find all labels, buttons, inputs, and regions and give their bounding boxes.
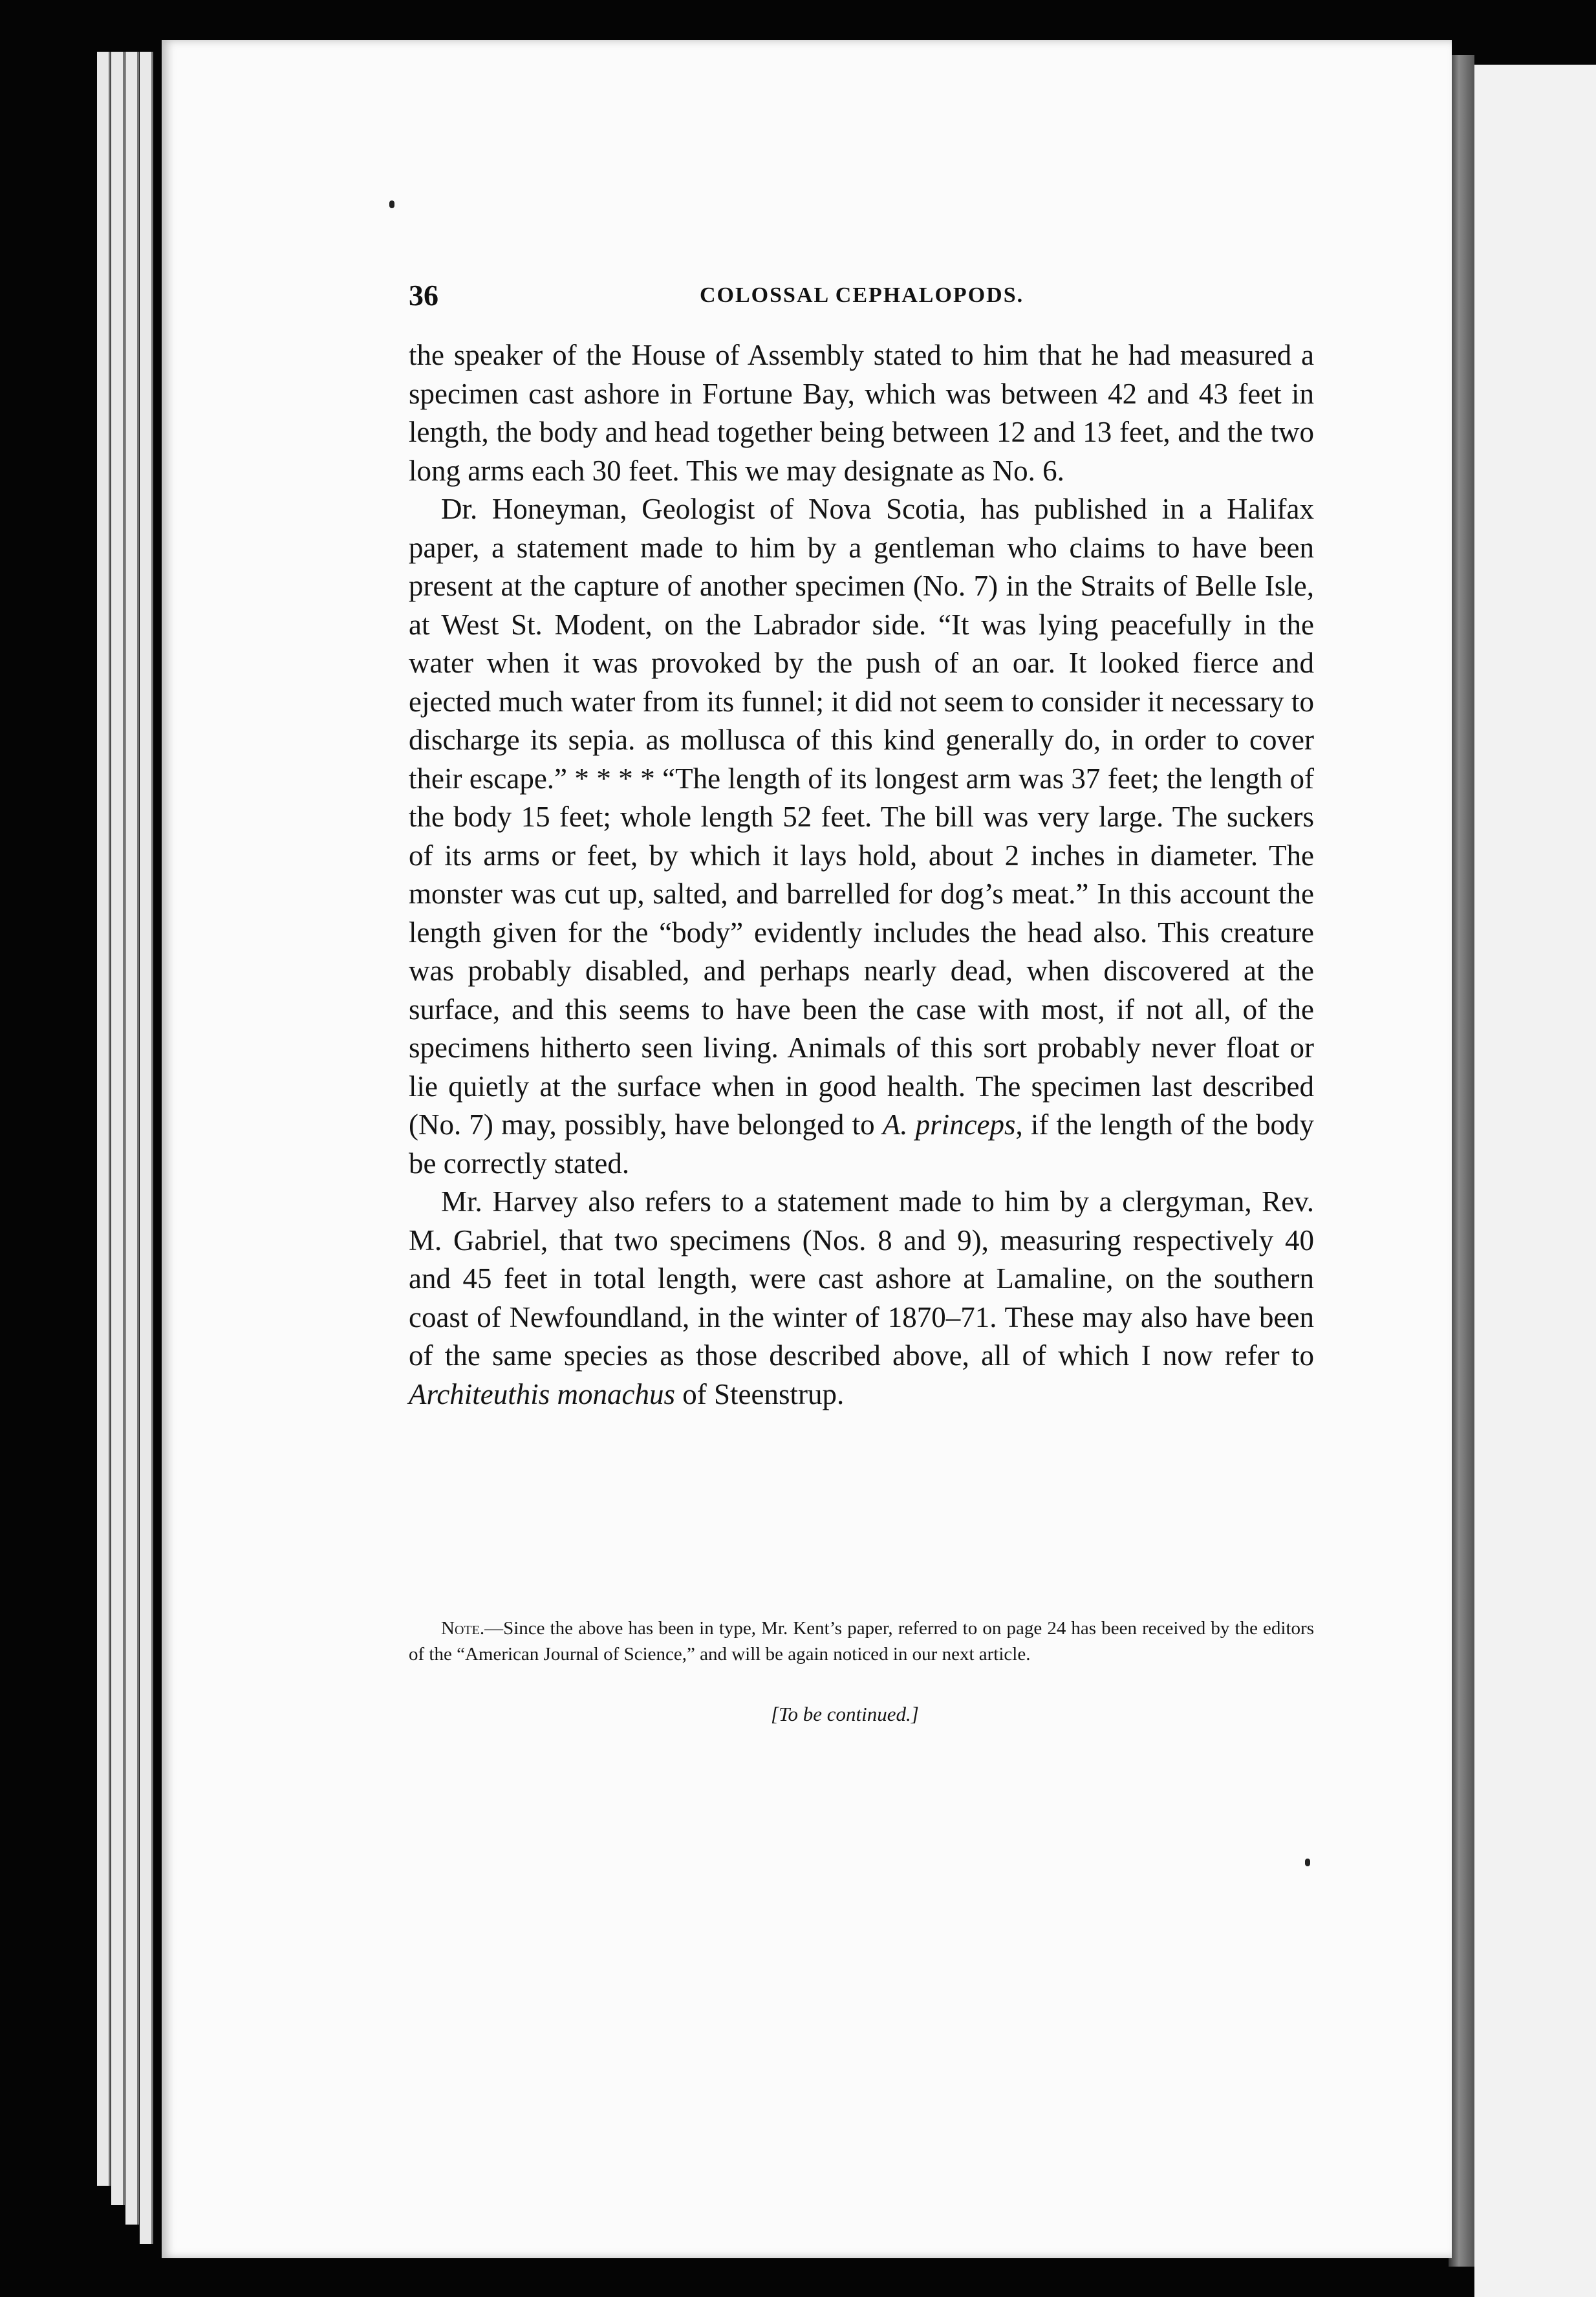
page-edge (125, 52, 139, 2225)
page-edge (97, 52, 111, 2186)
species-name: Architeuthis monachus (409, 1377, 676, 1410)
page-number: 36 (409, 279, 438, 312)
note-text: —Since the above has been in type, Mr. Kent’s paper, referred to on page 24 has been received by the editors of the “American Journal of Science,” and will be again noticed in our next article. (409, 1618, 1314, 1665)
facing-page-edge (1474, 65, 1596, 2297)
to-be-continued: [To be continued.] (771, 1703, 919, 1725)
species-name: A. princeps (882, 1108, 1016, 1141)
page-edge (111, 52, 125, 2205)
paragraph-3: Mr. Harvey also refers to a statement made to him by a clergyman, Rev. M. Gabriel, that two specimens (Nos. 8 and 9), measuring respectively 40 and 45 feet in total length, were cast ashore at Lamaline, on the southern coast of Newfoundland, in the winter of 1870–71. These may also have been of the same species as those described above, all of which I now refer to Architeuthis monachus of Steenstrup. (409, 1185, 1314, 1410)
footnote (409, 1615, 1314, 1667)
paragraph-2: Dr. Honeyman, Geologist of Nova Scotia, has published in a Halifax paper, a statement made to him by a gentleman who claims to have been present at the capture of another specimen (No. 7) in the Straits of Belle Isle, at West St. Modent, on the Labrador side. “It was lying peacefully in the water when it was provoked by the push of an oar. It looked fierce and ejected much water from its funnel; it did not seem to consider it necessary to discharge its sepia. as mollusca of this kind generally do, in order to cover their escape.” * * * * “The length of its longest arm was 37 feet; the length of the body 15 feet; whole length 52 feet. The bill was very large. The suckers of its arms or feet, by which it lays hold, about 2 inches in diameter. The monster was cut up, salted, and barrelled for dog’s meat.” In this account the length given for the “body” evidently includes the head also. This creature was probably disabled, and perhaps nearly dead, when discovered at the surface, and this seems to have been the case with most, if not all, of the specimens hitherto seen living. Animals of this sort probably never float or lie quietly at the surface when in good health. The specimen last described (No. 7) may, possibly, have belonged to A. princeps, if the length of the body be correctly stated. (409, 493, 1314, 1180)
speck-mark (389, 200, 394, 208)
note-lead: Note. (441, 1618, 485, 1639)
paragraph-1: the speaker of the House of Assembly stated to him that he had measured a specimen cast ashore in Fortune Bay, which was between 42 and 43 feet in length, the body and head together being between 12 and 13 feet, and the two long arms each 30 feet. This we may designate as No. 6. (409, 339, 1314, 487)
speck-mark (1305, 1859, 1310, 1866)
running-title: COLOSSAL CEPHALOPODS. (700, 283, 1024, 307)
book-gutter (1449, 55, 1474, 2267)
body-text (409, 336, 1314, 1414)
running-head (409, 278, 1314, 317)
page-edge (140, 52, 153, 2244)
